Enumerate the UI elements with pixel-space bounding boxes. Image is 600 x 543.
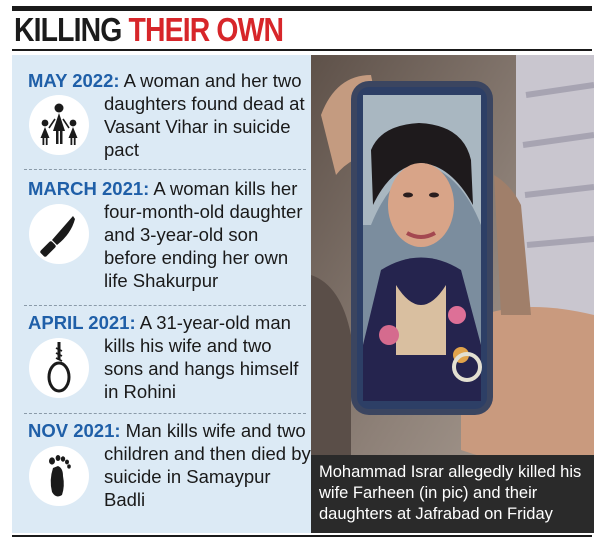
entry-text — [28, 177, 311, 292]
entry-date: APRIL 2021: — [28, 312, 136, 333]
sub-rule — [12, 49, 592, 51]
divider — [24, 169, 306, 170]
headline-part-2: THEIR OWN — [128, 11, 284, 48]
entry-description: Man kills wife and two children and then died by suicide in Samaypur Badli — [104, 420, 311, 510]
entry-date: NOV 2021: — [28, 420, 121, 441]
entry-description: A 31-year-old man kills his wife and two sons and hangs himself in Rohini — [104, 312, 299, 402]
entry-date: MAY 2022: — [28, 70, 120, 91]
entry-text — [28, 69, 311, 163]
entry-text — [28, 311, 311, 406]
entry-date: MARCH 2021: — [28, 178, 150, 199]
headline-part-1: KILLING — [14, 11, 129, 48]
timeline-panel — [12, 55, 311, 533]
entry-description: A woman and her two daughters found dead at Vasant Vihar in suicide pact — [104, 70, 305, 160]
headline — [14, 12, 283, 48]
entry-text — [28, 419, 311, 514]
bottom-rule — [12, 535, 592, 537]
divider — [24, 413, 306, 414]
entry-description: A woman kills her four-month-old daughter and 3-year-old son before ending her own life Shakurpur — [104, 178, 303, 291]
photo-caption: Mohammad Israr allegedly killed his wife Farheen (in pic) and their daughters at Jafrabad on Friday — [311, 455, 594, 533]
divider — [24, 305, 306, 306]
